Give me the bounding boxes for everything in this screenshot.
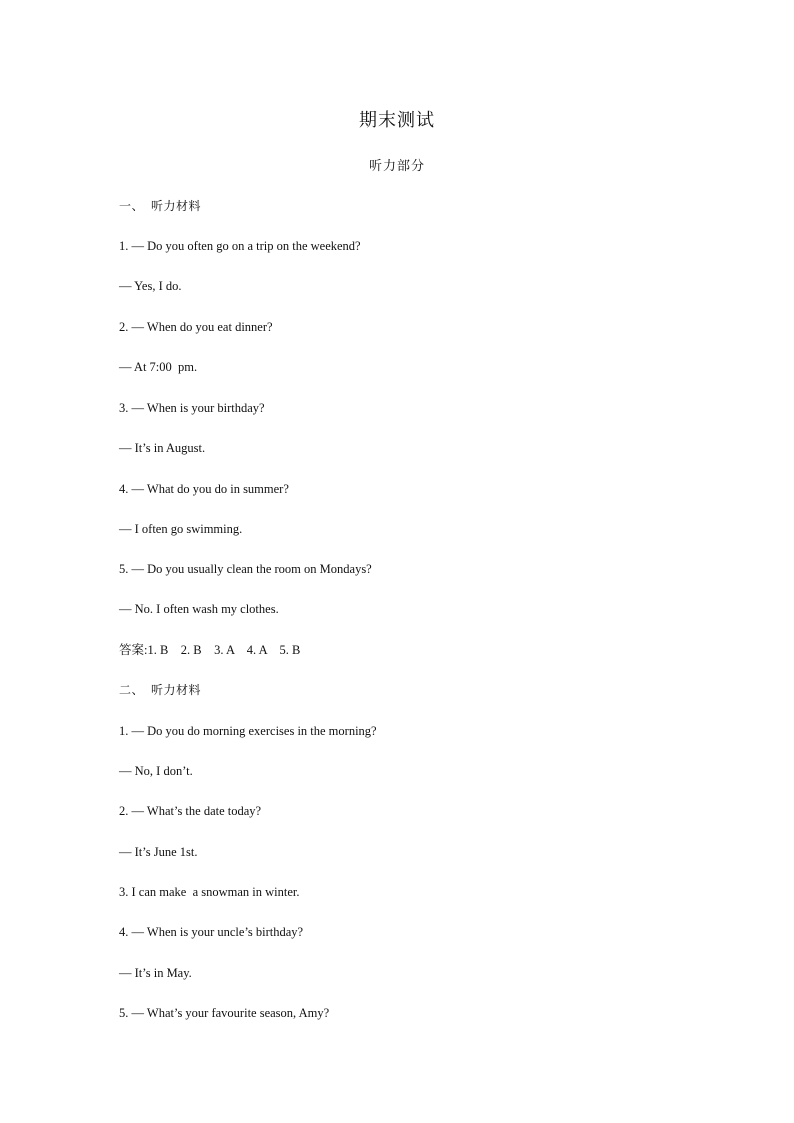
transcript-line: 4. — What do you do in summer?	[119, 482, 289, 496]
transcript-line: 1. — Do you do morning exercises in the morning?	[119, 724, 377, 738]
page-subtitle: 听力部分	[368, 158, 425, 173]
transcript-line: 1. — Do you often go on a trip on the weekend?	[119, 239, 361, 253]
section-heading-2: 二、 听力材料	[119, 683, 202, 697]
page-title: 期末测试	[359, 110, 435, 130]
section-heading-1: 一、 听力材料	[119, 199, 202, 213]
transcript-line: — Yes, I do.	[119, 279, 182, 293]
transcript-line: 4. — When is your uncle’s birthday?	[119, 925, 304, 939]
transcript-line: — It’s in May.	[119, 966, 192, 980]
transcript-line: — It’s in August.	[119, 441, 206, 455]
transcript-line: — It’s June 1st.	[119, 845, 198, 859]
transcript-line: 3. — When is your birthday?	[119, 401, 265, 415]
answer-key: 答案:1. B 2. B 3. A 4. A 5. B	[119, 643, 301, 657]
transcript-line: 3. I can make a snowman in winter.	[119, 885, 300, 899]
transcript-line: 2. — When do you eat dinner?	[119, 320, 273, 334]
transcript-line: — No. I often wash my clothes.	[119, 602, 279, 616]
transcript-line: — At 7:00 pm.	[119, 360, 198, 374]
transcript-line: 5. — What’s your favourite season, Amy?	[119, 1006, 330, 1020]
transcript-line: 5. — Do you usually clean the room on Mondays?	[119, 562, 372, 576]
transcript-line: — I often go swimming.	[119, 522, 243, 536]
transcript-line: 2. — What’s the date today?	[119, 804, 262, 818]
transcript-line: — No, I don’t.	[119, 764, 193, 778]
